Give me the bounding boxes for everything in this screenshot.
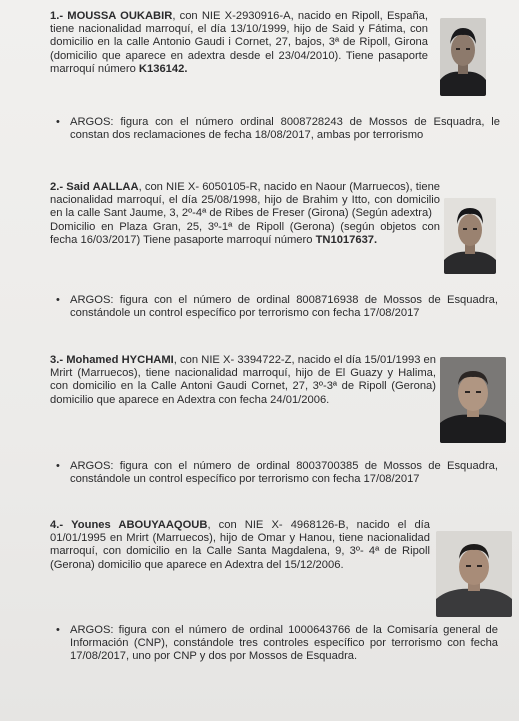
entry-4 [50, 519, 430, 572]
entry-2-photo [444, 198, 496, 274]
entry-4-line-5: 15/12/2006. [284, 558, 344, 571]
entry-2-argos-bullet [56, 294, 498, 320]
entry-3-argos-bullet [56, 460, 498, 486]
entry-4-bullet-line-3: terrorismo con fecha 17/08/2017, uno por CNP y dos por Mossos de [70, 637, 499, 663]
entry-2-line-2: (Marruecos), tiene nacionalidad marroquí, el día 25/08/1998, hijo [50, 181, 441, 207]
entry-4-line-4: 9, 3º- 4ª de Ripoll (Gerona) domicilio que aparece en Adextra del [50, 545, 430, 571]
entry-2 [50, 181, 440, 247]
entry-2-line-6: objetos con fecha 16/03/2017) Tiene pasaporte marroquí número [50, 220, 441, 246]
entry-3-line-3: de El Guazy y Halima, con domicilio en la Calle Antoni Gaudi [50, 367, 437, 393]
entry-1-photo [440, 18, 486, 96]
entry-2-line-4: Ribes de Freser (Girona) (Según adextra) [224, 207, 432, 220]
entry-3-paragraph [50, 354, 436, 407]
entry-4-bullet-dot: • [56, 624, 60, 636]
entry-3-photo [440, 357, 506, 443]
entry-1-bullet-line-3: por terrorismo [353, 129, 424, 142]
entry-2-passport: TN1017637. [315, 233, 378, 246]
entry-2-bullet-line-3: 17/08/2017 [363, 307, 420, 320]
entry-2-bullet-line-2: Esquadra, constándole un control específico por terrorismo con fecha [70, 294, 498, 320]
entry-2-line-5: Domicilio en Plaza Gran, 25, 3º-1ª de Ripoll (Gerona) (según [50, 220, 375, 233]
entry-3-bullet-line-1: ARGOS: figura con el número de ordinal 8003700385 de Mossos de [70, 460, 441, 472]
entry-1-name: MOUSSA OUKABIR [67, 10, 173, 22]
entry-4-bullet-line-2: general de Información (CNP), constándole tres controles específico por [70, 624, 498, 650]
entry-3-bullet-dot: • [56, 460, 60, 472]
entry-3 [50, 354, 436, 407]
entry-2-bullet-line-1: ARGOS: figura con el número de ordinal 8008716938 de Mossos de [70, 294, 441, 306]
entry-1-line-3: hijo de Said y Fátima, con domicilio en la calle Antonio Gaudi i [50, 23, 428, 49]
entry-1-line-4: Cornet, 27, bajos, 3ª de Ripoll, Girona (domicilio que aparece en [50, 36, 429, 62]
entry-3-line-5: Adextra con fecha 24/01/2006. [176, 393, 330, 406]
entry-4-paragraph [50, 519, 430, 572]
entry-3-number: 3.- [50, 354, 64, 366]
entry-1 [50, 10, 428, 76]
entry-4-bullet-line-1: ARGOS: figura con el número de ordinal 1000643766 de la Comisaría [70, 624, 438, 636]
entry-4-argos-bullet [56, 624, 499, 664]
entry-3-line-4: Cornet, 27, 3º-3ª de Ripoll (Gerona) domicilio que aparece en [50, 380, 437, 406]
entry-2-paragraph [50, 181, 440, 247]
entry-1-number: 1.- [50, 10, 64, 22]
entry-1-bullet-dot: • [56, 116, 60, 128]
entry-3-bullet-line-3: 17/08/2017 [363, 473, 420, 486]
entry-4-line-3: nacionalidad marroquí, con domicilio en la Calle Santa Magdalena, [50, 532, 430, 558]
entry-4-photo [436, 531, 512, 617]
entry-2-line-3: de Brahim y Itto, con domicilio en la calle Sant Jaume, 3, 2º-4ª de [50, 194, 440, 220]
entry-2-name: Said AALLAA [66, 181, 139, 193]
entry-3-line-1: , con NIE X- 3394722-Z, nacido el día [173, 354, 362, 366]
entry-2-bullet-dot: • [56, 294, 60, 306]
entry-1-bullet-line-2: Esquadra, le constan dos reclamaciones de fecha 18/08/2017, ambas [70, 116, 500, 142]
entry-1-argos-bullet [56, 116, 500, 142]
entry-3-bullet-line-2: Esquadra, constándole un control específico por terrorismo con fecha [70, 460, 498, 486]
entry-1-line-2: Ripoll, España, tiene nacionalidad marroquí, el día 13/10/1999, [50, 10, 428, 36]
entry-3-line-2: 15/01/1993 en Mrirt (Marruecos), tiene nacionalidad marroquí, hijo [50, 354, 437, 380]
entry-4-line-2: día 01/01/1995 en Mrirt (Marruecos), hijo de Omar y Hanou, tiene [50, 519, 431, 545]
entry-4-name: Younes ABOUYAAQOUB [71, 519, 208, 531]
entry-1-line-5: adextra desde el 23/04/2010). Tiene pasaporte marroquí número [50, 49, 428, 75]
entry-2-number: 2.- [50, 181, 64, 193]
entry-4-line-1: , con NIE X- 4968126-B, nacido el [207, 519, 407, 531]
entry-1-bullet-line-1: ARGOS: figura con el número ordinal 8008728243 de Mossos de [70, 116, 427, 128]
entry-1-paragraph [50, 10, 428, 76]
entry-4-number: 4.- [50, 519, 64, 531]
entry-4-bullet-line-4: Esquadra. [306, 650, 358, 663]
entry-1-passport: K136142. [138, 62, 188, 75]
entry-2-line-1: , con NIE X- 6050105-R, nacido en Naour [138, 181, 347, 193]
entry-3-name: Mohamed HYCHAMI [66, 354, 174, 366]
entry-1-line-1: , con NIE X-2930916-A, nacido en [172, 10, 348, 22]
